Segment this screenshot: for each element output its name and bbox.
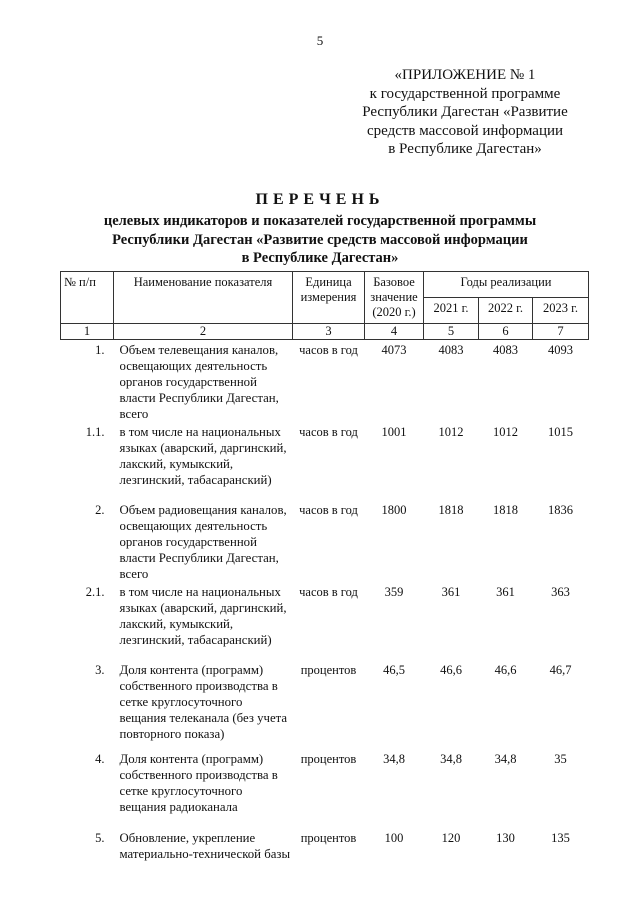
column-number: 6 xyxy=(479,324,533,340)
column-number: 3 xyxy=(293,324,365,340)
column-number: 7 xyxy=(533,324,589,340)
row-number: 2. xyxy=(95,503,105,517)
appendix-line: к государственной программе xyxy=(369,85,561,102)
column-number: 1 xyxy=(61,324,114,340)
column-number: 5 xyxy=(424,324,479,340)
value-2022: 130 xyxy=(496,831,515,845)
unit-of-measure: процентов xyxy=(300,831,357,845)
value-2021: 46,6 xyxy=(440,663,462,677)
value-2022: 34,8 xyxy=(494,752,517,766)
value-2022: 1012 xyxy=(493,425,518,439)
table-row xyxy=(61,340,589,423)
column-number-row xyxy=(61,324,589,340)
value-2021: 361 xyxy=(441,585,461,599)
indicator-name: Объем телевещания каналов, освещающих деятельность органов государственной власти Республики Дагестан, всего xyxy=(119,343,279,421)
base-value-2020: 46,5 xyxy=(383,663,405,677)
header-base: Базовое значение (2020 г.) xyxy=(365,272,424,324)
value-2022: 46,6 xyxy=(494,663,517,677)
table-row xyxy=(61,422,589,500)
value-2023: 363 xyxy=(551,585,570,599)
table-row xyxy=(61,749,589,828)
header-num: № п/п xyxy=(61,272,114,324)
row-number: 1. xyxy=(95,343,105,357)
base-value-2020: 1001 xyxy=(381,425,407,439)
header-years: Годы реализации xyxy=(424,272,589,298)
value-2021: 1818 xyxy=(438,503,464,517)
indicator-name: в том числе на национальных языках (аварский, даргинский, лакский, кумыкский, лезгинский, табасаранский) xyxy=(119,585,287,647)
indicator-name: Обновление, укрепление материально-технической базы xyxy=(119,831,291,861)
value-2022: 1818 xyxy=(493,503,518,517)
value-2023: 46,7 xyxy=(549,663,572,677)
value-2023: 35 xyxy=(554,752,567,766)
value-2021: 1012 xyxy=(438,425,464,439)
value-2022: 4083 xyxy=(493,343,518,357)
column-number: 4 xyxy=(365,324,424,340)
header-unit: Единица измерения xyxy=(293,272,365,324)
column-number: 2 xyxy=(114,324,293,340)
base-value-2020: 100 xyxy=(384,831,404,845)
table-row xyxy=(61,500,589,582)
document-heading xyxy=(60,191,580,268)
value-2021: 120 xyxy=(441,831,461,845)
indicators-table xyxy=(60,271,589,868)
heading-title: ПЕРЕЧЕНЬ xyxy=(255,191,385,208)
heading-line: Республики Дагестан «Развитие средств массовой информации xyxy=(112,231,528,248)
value-2022: 361 xyxy=(496,585,515,599)
appendix-line: Республики Дагестан «Развитие xyxy=(362,104,568,120)
appendix-line: средств массовой информации xyxy=(366,122,564,139)
table-row xyxy=(61,660,589,749)
row-number: 4. xyxy=(95,752,105,766)
unit-of-measure: часов в год xyxy=(299,343,358,357)
row-number: 2.1. xyxy=(85,585,105,599)
heading-line: в Республике Дагестан» xyxy=(241,250,399,266)
value-2021: 34,8 xyxy=(440,752,462,766)
base-value-2020: 34,8 xyxy=(383,752,405,766)
table-row xyxy=(61,582,589,660)
row-number: 3. xyxy=(95,663,105,677)
appendix-block xyxy=(352,66,578,159)
appendix-line: в Республике Дагестан» xyxy=(388,141,542,157)
row-number: 1.1. xyxy=(85,425,105,439)
value-2023: 135 xyxy=(551,831,570,845)
unit-of-measure: часов в год xyxy=(299,425,358,439)
heading-line: целевых индикаторов и показателей государственной программы xyxy=(103,213,537,229)
unit-of-measure: часов в год xyxy=(299,585,358,599)
header-2022: 2022 г. xyxy=(479,298,533,324)
header-name: Наименование показателя xyxy=(114,272,293,324)
unit-of-measure: часов в год xyxy=(299,503,358,517)
indicator-name: Объем радиовещания каналов, освещающих деятельность органов государственной власти Республики Дагестан, всего xyxy=(119,503,287,581)
base-value-2020: 1800 xyxy=(381,503,407,517)
base-value-2020: 359 xyxy=(384,585,404,599)
header-2023: 2023 г. xyxy=(533,298,589,324)
value-2023: 1015 xyxy=(548,425,573,439)
value-2023: 4093 xyxy=(548,343,573,357)
table-row xyxy=(61,828,589,868)
row-number: 5. xyxy=(95,831,105,845)
indicator-name: Доля контента (программ) собственного производства в сетке круглосуточного вещания радиоканала xyxy=(119,752,278,814)
value-2023: 1836 xyxy=(548,503,573,517)
unit-of-measure: процентов xyxy=(300,752,357,766)
unit-of-measure: процентов xyxy=(300,663,357,677)
header-2021: 2021 г. xyxy=(424,298,479,324)
appendix-line: «ПРИЛОЖЕНИЕ № 1 xyxy=(394,67,536,83)
value-2021: 4083 xyxy=(438,343,464,357)
indicator-name: в том числе на национальных языках (аварский, даргинский, лакский, кумыкский, лезгинский, табасаранский) xyxy=(119,425,287,487)
page-number: 5 xyxy=(316,33,324,48)
base-value-2020: 4073 xyxy=(381,343,407,357)
indicator-name: Доля контента (программ) собственного производства в сетке круглосуточного вещания телеканала (без учета повторного показа) xyxy=(119,663,288,741)
